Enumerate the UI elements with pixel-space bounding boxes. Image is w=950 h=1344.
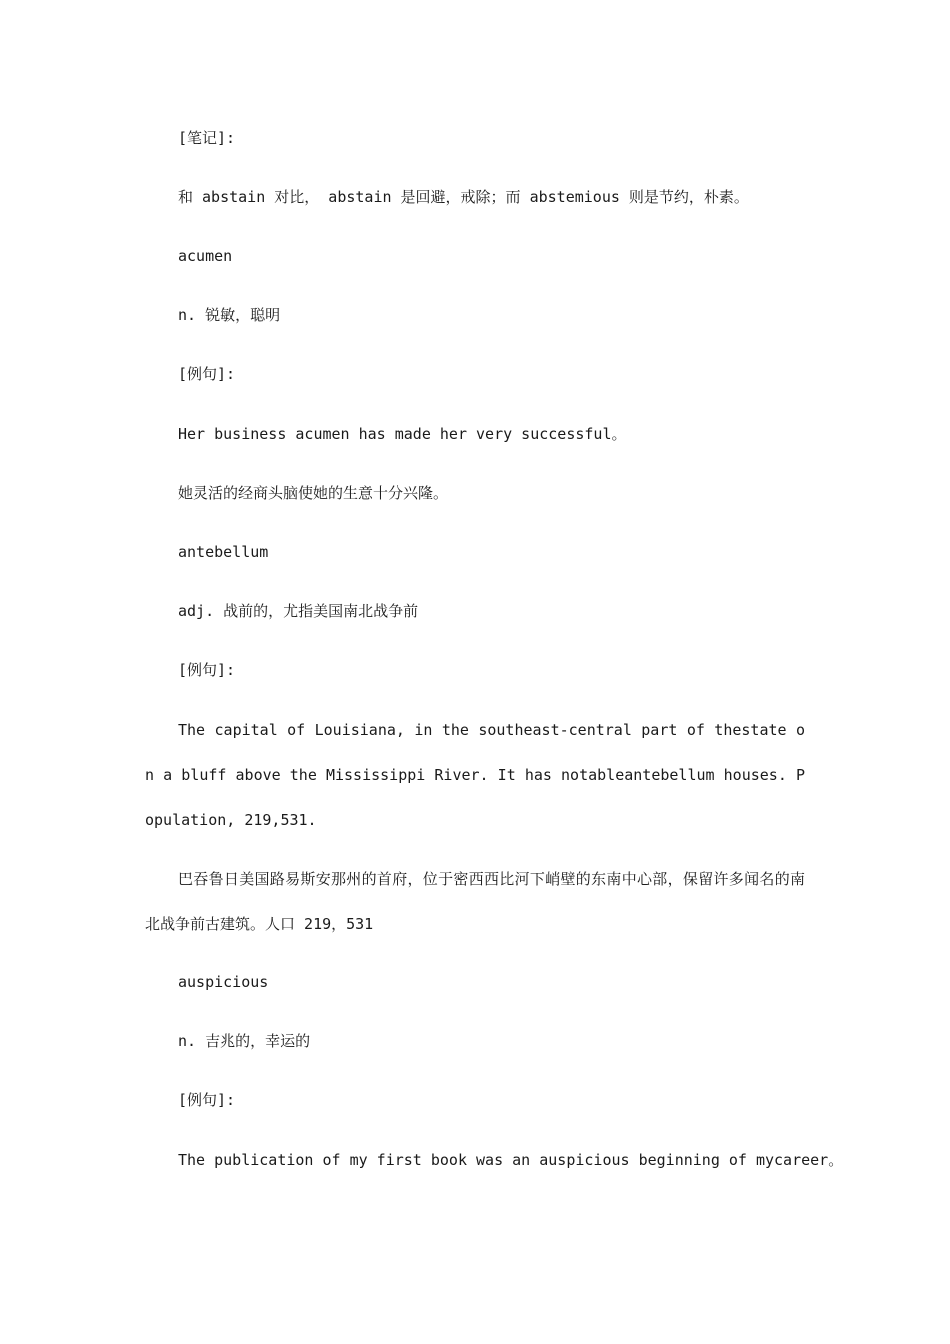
example-paragraph-english: The capital of Louisiana, in the southeast-central part of thestate on a bluff above the Mississippi River. It has notableantebellum houses. Population, 219,531. <box>145 721 805 829</box>
example-heading: [例句]: <box>178 1091 236 1109</box>
example-text-english: Her business acumen has made her very successful。 <box>178 425 627 443</box>
word-acumen: acumen <box>178 247 233 265</box>
word-auspicious: auspicious <box>178 973 269 991</box>
example-text-english: The publication of my first book was an auspicious beginning of mycareer。 <box>178 1151 844 1169</box>
note-text: 和 abstain 对比， abstain 是回避，戒除；而 abstemious 则是节约，朴素。 <box>178 188 749 206</box>
definition-auspicious: n. 吉兆的，幸运的 <box>178 1032 311 1050</box>
word-antebellum: antebellum <box>178 543 269 561</box>
example-text-chinese: 她灵活的经商头脑使她的生意十分兴隆。 <box>178 484 449 502</box>
example-paragraph-chinese: 巴吞鲁日美国路易斯安那州的首府，位于密西西比河下峭壁的东南中心部，保留许多闻名的南北战争前古建筑。人口 219，531 <box>145 870 805 933</box>
example-heading: [例句]: <box>178 661 236 679</box>
example-heading: [例句]: <box>178 365 236 383</box>
definition-acumen: n. 锐敏，聪明 <box>178 306 281 324</box>
definition-antebellum: adj. 战前的，尤指美国南北战争前 <box>178 602 419 620</box>
note-heading: [笔记]: <box>178 129 236 147</box>
